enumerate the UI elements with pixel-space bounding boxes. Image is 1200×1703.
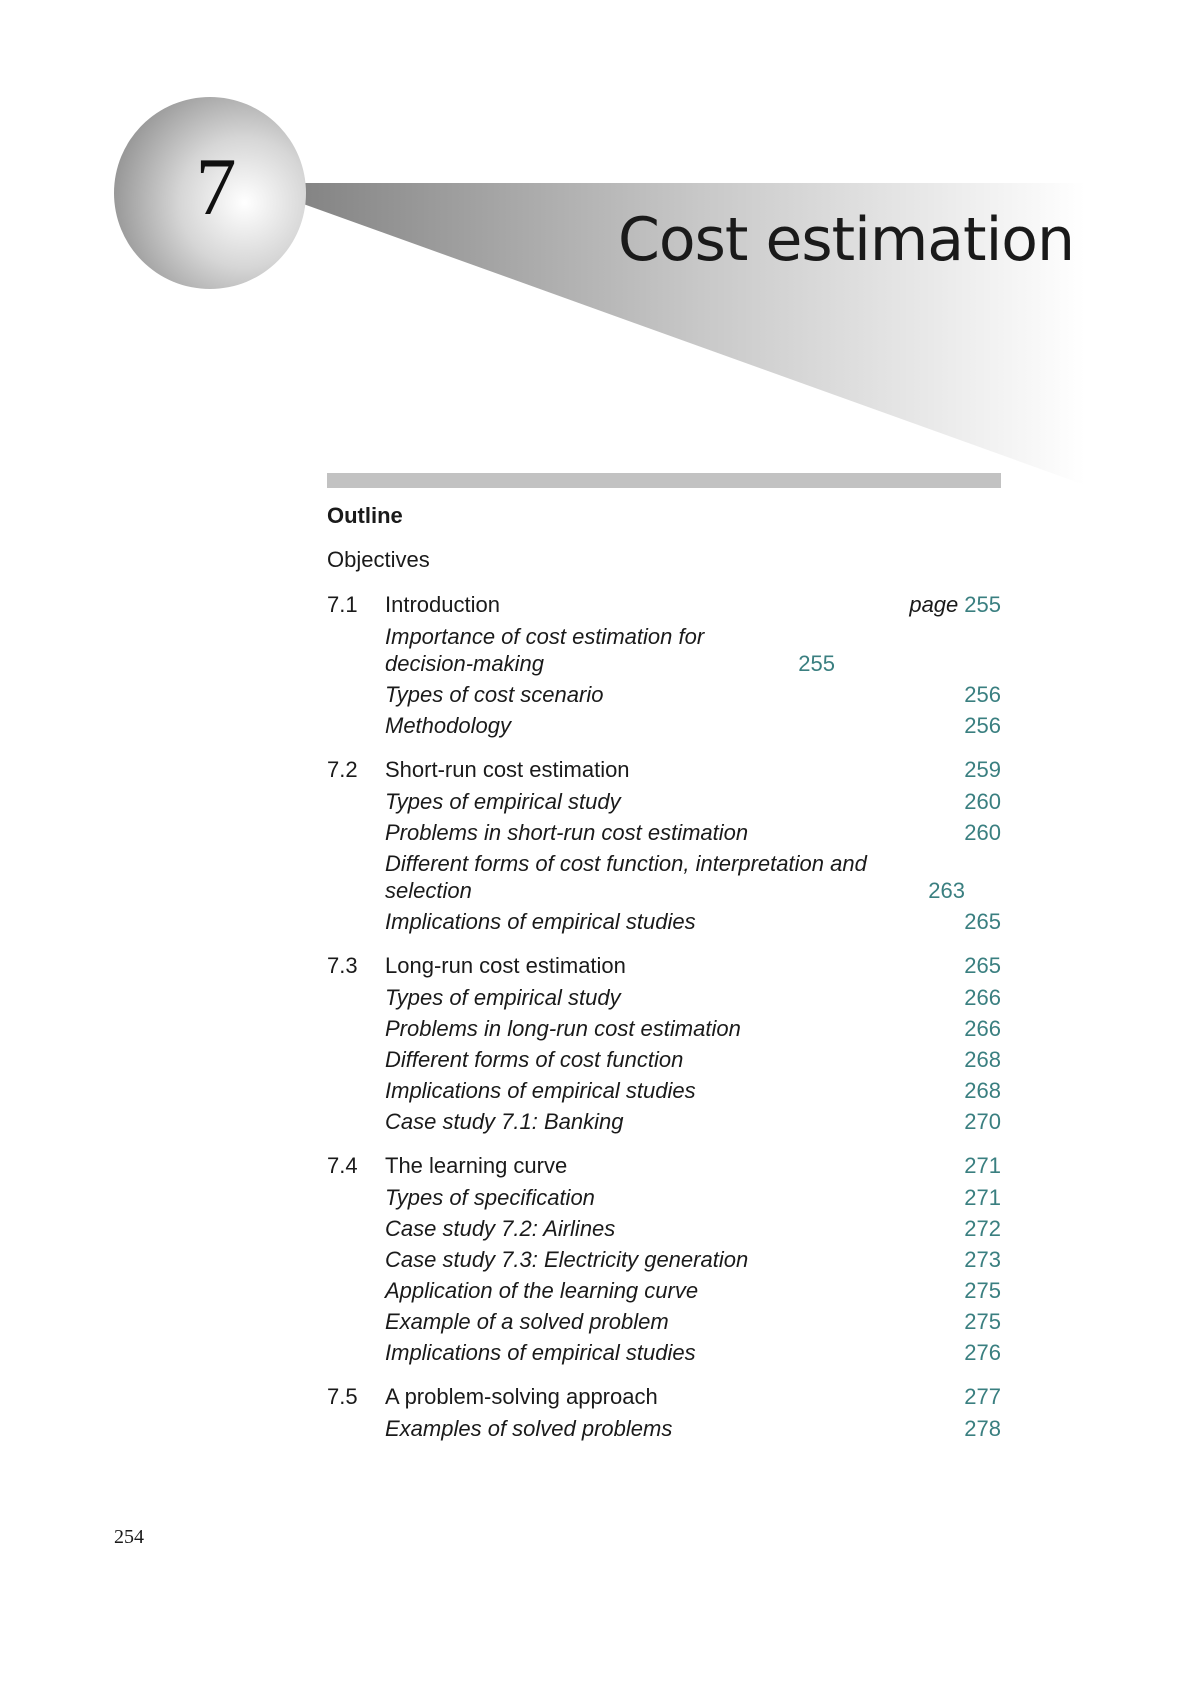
toc-section xyxy=(327,588,1001,741)
page-number: 277 xyxy=(964,1384,1001,1409)
page-number: 263 xyxy=(928,878,965,903)
subsection-title: Problems in short-run cost estimation xyxy=(385,820,749,845)
page-number: 266 xyxy=(964,985,1001,1010)
toc-sub-entry xyxy=(327,1013,1001,1044)
page-number: 260 xyxy=(964,820,1001,845)
subsection-title: Examples of solved problems xyxy=(385,1416,673,1441)
page-number: 275 xyxy=(964,1309,1001,1334)
section-title: Long-run cost estimation xyxy=(385,953,626,978)
toc-sub-entry xyxy=(327,1213,1001,1244)
toc-sub-entry xyxy=(327,1413,1001,1444)
toc-sub-entry xyxy=(327,1306,1001,1337)
section-number: 7.1 xyxy=(327,592,358,617)
toc-section xyxy=(327,1380,1001,1444)
section-title: Introduction xyxy=(385,592,500,617)
toc-main-entry xyxy=(327,1149,1001,1182)
section-title: Short-run cost estimation xyxy=(385,757,630,782)
page-number: 260 xyxy=(964,789,1001,814)
page-prefix: page xyxy=(909,592,959,617)
page-number: 265 xyxy=(964,909,1001,934)
toc-sub-entry xyxy=(327,1075,1001,1106)
section-title: A problem-solving approach xyxy=(385,1384,658,1409)
toc-sub-entry xyxy=(327,710,1001,741)
toc-main-entry xyxy=(327,753,1001,786)
page-number: 268 xyxy=(964,1078,1001,1103)
page-number: 256 xyxy=(964,682,1001,707)
subsection-title: Case study 7.3: Electricity generation xyxy=(385,1247,749,1272)
page-number: 273 xyxy=(964,1247,1001,1272)
section-number: 7.2 xyxy=(327,757,358,782)
section-number: 7.5 xyxy=(327,1384,358,1409)
chapter-title: Cost estimation xyxy=(618,205,1074,275)
page-number: 255 xyxy=(964,592,1001,617)
page-number: 276 xyxy=(964,1340,1001,1365)
page-number: 270 xyxy=(964,1109,1001,1134)
toc-sub-entry xyxy=(327,848,1001,906)
outline-rule xyxy=(327,473,1001,488)
subsection-title: Types of empirical study xyxy=(385,789,621,814)
page-ref xyxy=(909,588,1001,621)
section-title: The learning curve xyxy=(385,1153,568,1178)
toc-sub-entry xyxy=(327,982,1001,1013)
objectives-entry: Objectives xyxy=(327,547,430,572)
toc-sub-entry xyxy=(327,786,1001,817)
toc-sub-entry xyxy=(327,679,1001,710)
subsection-title: Implications of empirical studies xyxy=(385,1078,696,1103)
subsection-title: Case study 7.2: Airlines xyxy=(385,1216,616,1241)
toc-sub-entry xyxy=(327,1244,1001,1275)
toc-section xyxy=(327,1149,1001,1368)
page-number: 268 xyxy=(964,1047,1001,1072)
toc-section xyxy=(327,949,1001,1137)
outline xyxy=(327,500,1001,1444)
subsection-title: Application of the learning curve xyxy=(385,1278,699,1303)
subsection-title: Types of empirical study xyxy=(385,985,621,1010)
toc-sub-entry xyxy=(327,1106,1001,1137)
subsection-title: Different forms of cost function xyxy=(385,1047,684,1072)
subsection-title: Types of specification xyxy=(385,1185,595,1210)
toc-sub-entry xyxy=(327,1044,1001,1075)
toc-sub-entry xyxy=(327,1275,1001,1306)
toc-main-entry xyxy=(327,1380,1001,1413)
subsection-title: Different forms of cost function, interpretation and selection xyxy=(385,851,867,903)
page-number: 266 xyxy=(964,1016,1001,1041)
page-number: 272 xyxy=(964,1216,1001,1241)
page-number: 265 xyxy=(964,953,1001,978)
page-number: 271 xyxy=(964,1185,1001,1210)
page-folio: 254 xyxy=(114,1526,144,1548)
page-number: 271 xyxy=(964,1153,1001,1178)
chapter-number: 7 xyxy=(195,141,237,232)
subsection-title: Types of cost scenario xyxy=(385,682,604,707)
subsection-title: Problems in long-run cost estimation xyxy=(385,1016,741,1041)
toc-sub-entry xyxy=(327,1337,1001,1368)
subsection-title: Methodology xyxy=(385,713,511,738)
toc-main-entry xyxy=(327,949,1001,982)
subsection-title: Implications of empirical studies xyxy=(385,1340,696,1365)
page-number: 255 xyxy=(798,651,835,676)
toc-sub-entry xyxy=(327,621,1001,679)
section-number: 7.3 xyxy=(327,953,358,978)
subsection-title: Importance of cost estimation for decision-making xyxy=(385,624,705,676)
toc-sub-entry xyxy=(327,817,1001,848)
subsection-title: Implications of empirical studies xyxy=(385,909,696,934)
toc-main-entry xyxy=(327,588,1001,621)
section-number: 7.4 xyxy=(327,1153,358,1178)
outline-heading: Outline xyxy=(327,503,403,528)
page-number: 256 xyxy=(964,713,1001,738)
page-number: 275 xyxy=(964,1278,1001,1303)
page-number: 259 xyxy=(964,757,1001,782)
page-number: 278 xyxy=(964,1416,1001,1441)
subsection-title: Example of a solved problem xyxy=(385,1309,669,1334)
subsection-title: Case study 7.1: Banking xyxy=(385,1109,624,1134)
toc-sub-entry xyxy=(327,1182,1001,1213)
toc-section xyxy=(327,753,1001,937)
toc-sub-entry xyxy=(327,906,1001,937)
